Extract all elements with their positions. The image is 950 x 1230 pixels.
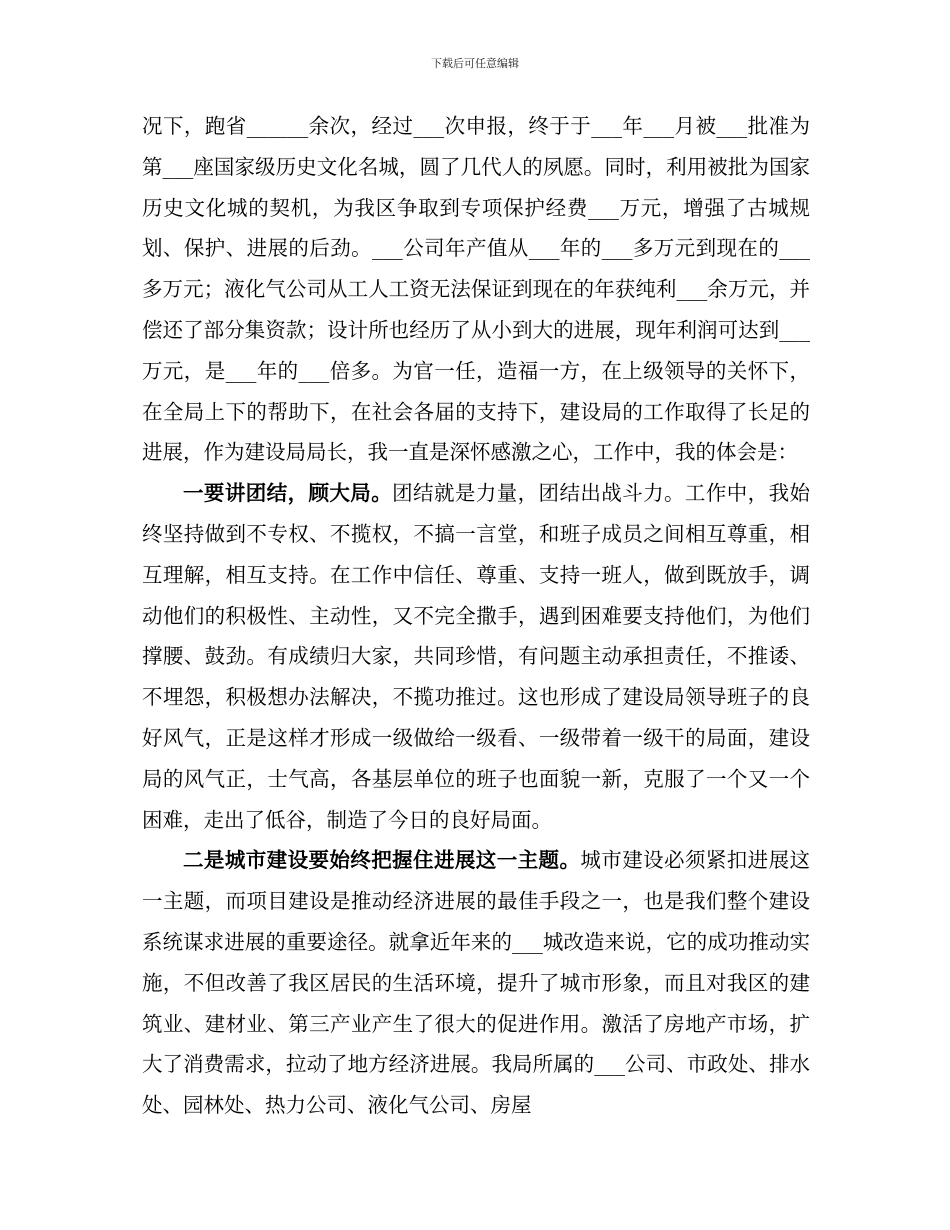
paragraph-heading: 一要讲团结，顾大局。 bbox=[183, 481, 393, 506]
document-body bbox=[142, 106, 810, 1126]
paragraph-continuation bbox=[142, 106, 810, 473]
paragraph-urban-construction bbox=[142, 840, 810, 1126]
paragraph-text: 况下，跑省______余次，经过___次申报，终于于___年___月被___批准为第___座国家级历史文化名城，圆了几代人的夙愿。同时，利用被批为国家历史文化城的契机，为我区争取到专项保护经费___万元，增强了古城规划、保护、进展的后劲。___公司年产值从___年的___多万元到现在的___多万元；液化气公司从工人工资无法保证到现在的年获纯利___余万元，并偿还了部分集资款；设计所也经历了从小到大的进展，现年利润可达到___万元，是___年的___倍多。为官一任，造福一方，在上级领导的关怀下，在全局上下的帮助下，在社会各届的支持下，建设局的工作取得了长足的进展，作为建设局局长，我一直是深怀感激之心，工作中，我的体会是： bbox=[142, 114, 810, 465]
paragraph-heading: 二是城市建设要始终把握住进展这一主题。 bbox=[183, 848, 581, 873]
page-header: 下载后可任意编辑 bbox=[431, 57, 519, 70]
paragraph-unity bbox=[142, 473, 810, 840]
paragraph-text: 团结就是力量，团结出战斗力。工作中，我始终坚持做到不专权、不揽权，不搞一言堂，和班子成员之间相互尊重，相互理解，相互支持。在工作中信任、尊重、支持一班人，做到既放手，调动他们的积极性、主动性，又不完全撒手，遇到困难要支持他们，为他们撑腰、鼓劲。有成绩归大家，共同珍惜，有问题主动承担责任，不推诿、不埋怨，积极想办法解决，不揽功推过。这也形成了建设局领导班子的良好风气，正是这样才形成一级做给一级看、一级带着一级干的局面，建设局的风气正，士气高，各基层单位的班子也面貌一新，克服了一个又一个困难，走出了低谷，制造了今日的良好局面。 bbox=[142, 481, 811, 832]
paragraph-text: 城市建设必须紧扣进展这一主题，而项目建设是推动经济进展的最佳手段之一，也是我们整个建设系统谋求进展的重要途径。就拿近年来的___城改造来说，它的成功推动实施，不但改善了我区居民的生活环境，提升了城市形象，而且对我区的建筑业、建材业、第三产业产生了很大的促进作用。激活了房地产市场，扩大了消费需求，拉动了地方经济进展。我局所属的___公司、市政处、排水处、园林处、热力公司、液化气公司、房屋 bbox=[142, 848, 811, 1118]
